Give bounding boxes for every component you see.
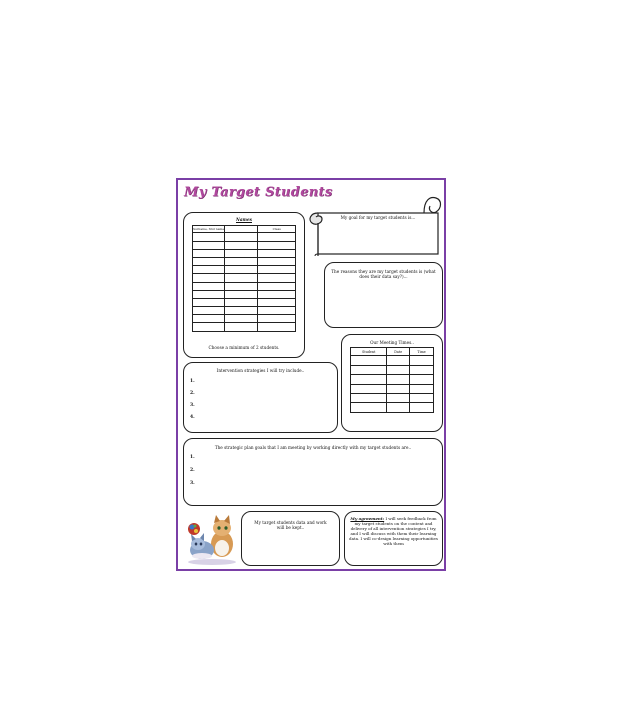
- meeting-col-student: Student: [351, 348, 387, 356]
- cats-illustration: [182, 514, 240, 566]
- names-table-cell: [225, 249, 258, 257]
- meeting-table-cell: [351, 375, 387, 384]
- meeting-table-cell: [351, 393, 387, 402]
- names-table-cell: [225, 323, 258, 331]
- meeting-table-row: [351, 365, 434, 374]
- names-table-row: [193, 249, 296, 257]
- agreement-box: [344, 511, 443, 566]
- names-table-cell: [193, 298, 225, 306]
- names-table-cell: [225, 282, 258, 290]
- meeting-col-date: Date: [387, 348, 410, 356]
- agreement-label: My agreement:: [350, 516, 385, 521]
- names-table-row: [193, 266, 296, 274]
- names-table-row: [193, 315, 296, 323]
- names-table-cell: [225, 241, 258, 249]
- agreement-content: [349, 516, 438, 547]
- strategic-bullet: 1.: [190, 455, 195, 460]
- names-box: [183, 212, 305, 358]
- names-table-row: [193, 241, 296, 249]
- names-table-cell: [193, 241, 225, 249]
- meeting-table-cell: [387, 393, 410, 402]
- names-col-blank: [225, 226, 258, 233]
- names-heading: Names: [236, 217, 252, 222]
- meeting-table-row: [351, 356, 434, 365]
- meeting-table-cell: [387, 356, 410, 365]
- names-table-cell: [193, 266, 225, 274]
- intervention-bullet: 3.: [190, 403, 195, 408]
- names-table-cell: [258, 307, 296, 315]
- intervention-bullet: 4.: [190, 415, 195, 420]
- meeting-table-cell: [410, 393, 434, 402]
- names-table-row: [193, 298, 296, 306]
- meeting-table-cell: [387, 365, 410, 374]
- meeting-table-cell: [410, 365, 434, 374]
- meeting-table-cell: [351, 384, 387, 393]
- names-col-class: Class: [258, 226, 296, 233]
- meeting-table-cell: [410, 384, 434, 393]
- names-table-cell: [258, 249, 296, 257]
- meeting-table-cell: [351, 356, 387, 365]
- intervention-bullet: 2.: [190, 391, 195, 396]
- names-table: [192, 225, 296, 331]
- meeting-table-row: [351, 403, 434, 412]
- names-table-row: [193, 282, 296, 290]
- names-table-cell: [193, 257, 225, 265]
- names-table-cell: [258, 315, 296, 323]
- meeting-box: [341, 334, 443, 432]
- names-table-cell: [258, 257, 296, 265]
- agreement-text: I will seek feedback from my target students on the content and delivery of all intervention strategies I try, and I will discuss with them their learning data. I will co-design learning opportunities with them: [349, 516, 438, 547]
- names-table-cell: [193, 249, 225, 257]
- names-table-cell: [193, 307, 225, 315]
- meeting-table-cell: [387, 384, 410, 393]
- strategic-heading: The strategic plan goals that I am meeting by working directly with my target students are..: [214, 445, 412, 450]
- names-table-cell: [193, 274, 225, 282]
- names-table-cell: [225, 298, 258, 306]
- names-table-cell: [225, 257, 258, 265]
- page-title: My Target Students: [184, 185, 333, 200]
- names-table-cell: [258, 241, 296, 249]
- names-table-cell: [258, 290, 296, 298]
- reasons-box: [324, 262, 443, 328]
- names-table-cell: [193, 282, 225, 290]
- meeting-table-cell: [387, 403, 410, 412]
- meeting-table-row: [351, 393, 434, 402]
- meeting-table-cell: [410, 375, 434, 384]
- names-table-cell: [193, 315, 225, 323]
- meeting-table: [350, 347, 434, 412]
- names-footer: Choose a minimum of 2 students.: [208, 344, 280, 350]
- names-table-cell: [225, 315, 258, 323]
- meeting-heading: Our Meeting Times..: [370, 340, 414, 345]
- names-col-name: Surname, first name: [193, 227, 225, 232]
- meeting-table-row: [351, 384, 434, 393]
- strategic-bullet: 3.: [190, 481, 195, 486]
- meeting-table-row: [351, 375, 434, 384]
- names-table-row: [193, 257, 296, 265]
- reasons-text: The reasons they are my target students is (what does their data say?)...: [331, 269, 436, 280]
- names-table-cell: [225, 233, 258, 241]
- meeting-table-cell: [351, 365, 387, 374]
- names-table-row: [193, 323, 296, 331]
- names-table-cell: [193, 323, 225, 331]
- meeting-table-cell: [410, 356, 434, 365]
- names-table-row: [193, 290, 296, 298]
- meeting-table-cell: [387, 375, 410, 384]
- names-table-cell: [258, 266, 296, 274]
- intervention-box: [183, 362, 338, 433]
- data-text: My target students data and work will be kept..: [254, 520, 327, 531]
- intervention-bullet: 1.: [190, 379, 195, 384]
- names-table-cell: [193, 290, 225, 298]
- names-table-cell: [258, 274, 296, 282]
- names-table-cell: [258, 233, 296, 241]
- goal-text: My goal for my target students is...: [340, 215, 416, 220]
- worksheet-page: [176, 178, 446, 571]
- names-table-row: [193, 307, 296, 315]
- names-table-cell: [193, 233, 225, 241]
- goal-scroll: [304, 190, 444, 256]
- intervention-heading: Intervention strategies I will try include..: [216, 368, 305, 373]
- meeting-table-cell: [351, 403, 387, 412]
- strategic-bullet: 2.: [190, 468, 195, 473]
- names-table-row: [193, 274, 296, 282]
- names-table-cell: [225, 290, 258, 298]
- strategic-box: [183, 438, 443, 506]
- names-table-cell: [225, 274, 258, 282]
- names-table-cell: [225, 307, 258, 315]
- meeting-col-time: Time: [410, 348, 434, 356]
- names-table-cell: [258, 282, 296, 290]
- data-box: [241, 511, 340, 566]
- names-table-cell: [258, 298, 296, 306]
- names-table-cell: [225, 266, 258, 274]
- names-table-cell: [258, 323, 296, 331]
- meeting-table-cell: [410, 403, 434, 412]
- names-table-row: [193, 233, 296, 241]
